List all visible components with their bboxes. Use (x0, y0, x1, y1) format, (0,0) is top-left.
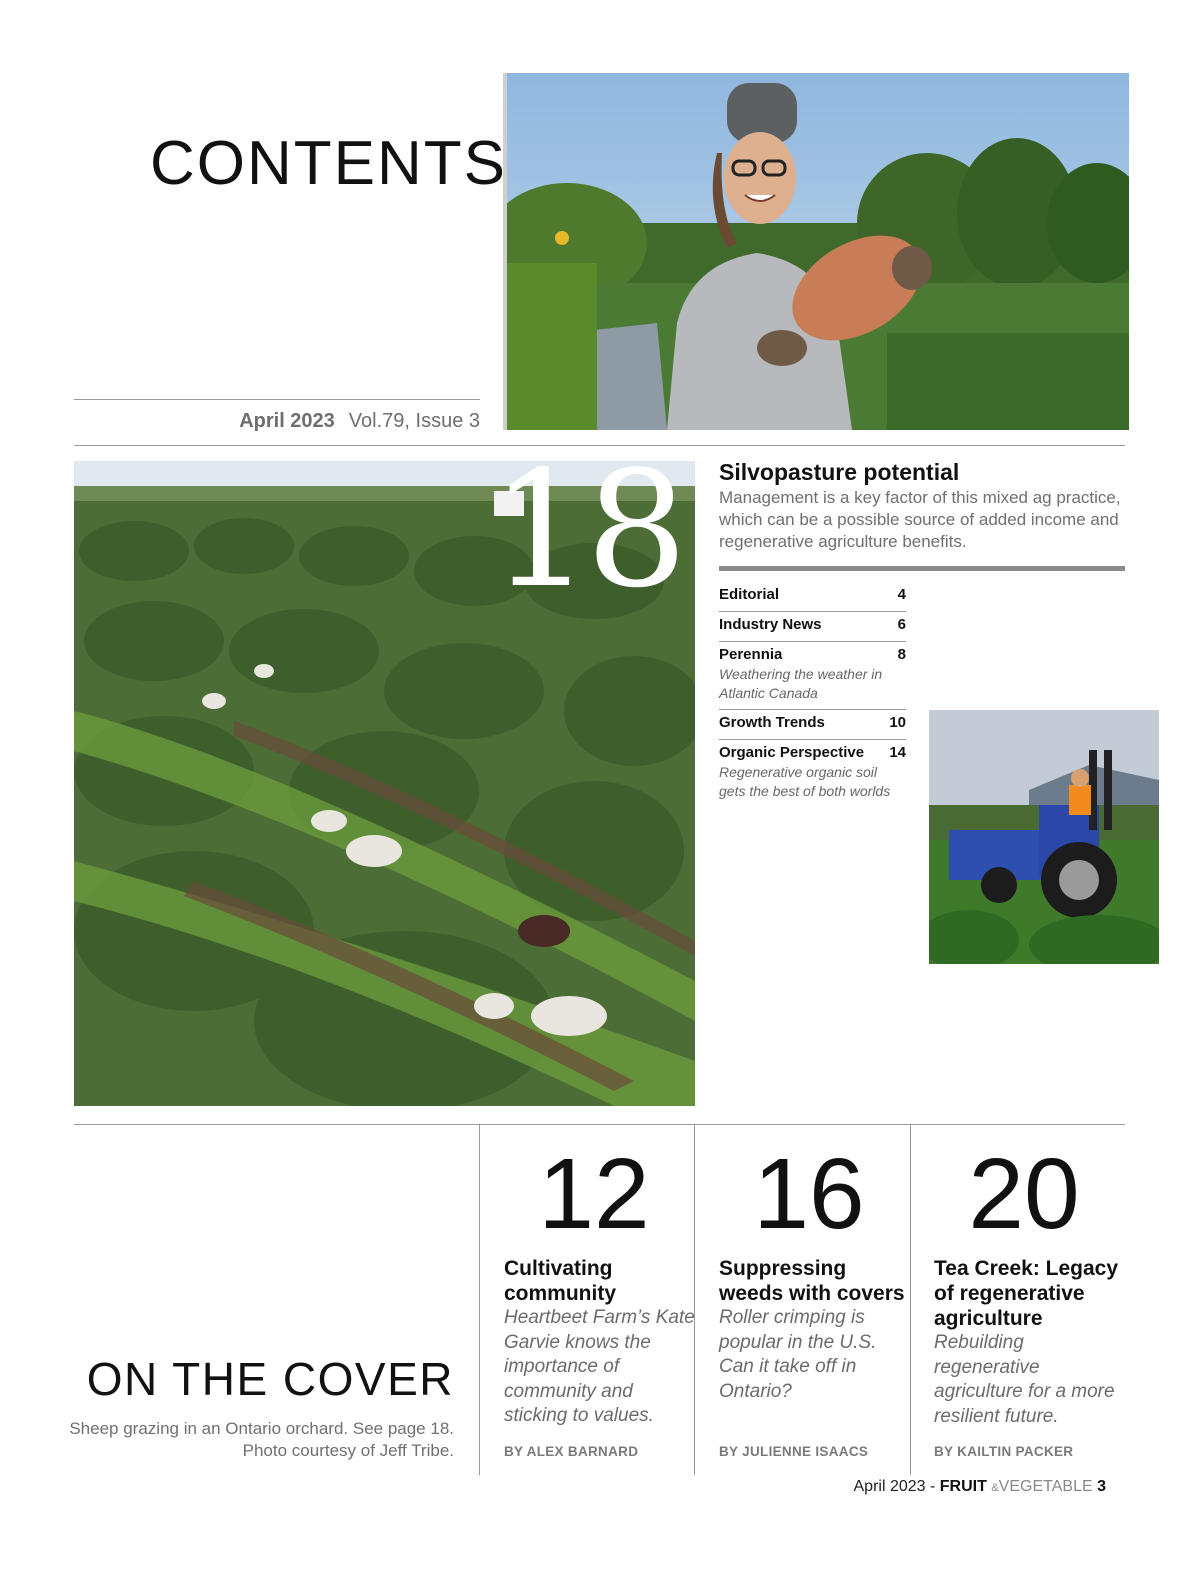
cover-description: Sheep grazing in an Ontario orchard. See page 18. Photo courtesy of Jeff Tribe. (69, 1419, 454, 1460)
toc-item (719, 582, 906, 612)
story-blurb: Heartbeet Farm’s Kate Garvie knows the importance of community and sticking to values. (504, 1307, 695, 1426)
toc-item (719, 642, 906, 710)
issue-info (74, 410, 480, 433)
issue-volume: Vol.79, Issue 3 (348, 410, 480, 432)
feature-description: Management is a key factor of this mixed ag practice, which can be a possible source of added income and regenerative agriculture benefits. (719, 488, 1121, 551)
story-card (719, 1140, 914, 1470)
cover-title: ON THE COVER (86, 1353, 454, 1405)
page-number: 3 (1097, 1478, 1106, 1495)
toc-label: Growth Trends (719, 714, 825, 731)
tractor-photo (929, 710, 1159, 964)
toc-item (719, 740, 906, 807)
story-byline: BY KAILTIN PACKER (934, 1444, 1074, 1459)
story-title: Suppressing weeds with covers (719, 1257, 905, 1305)
footer-ampersand: & (991, 1482, 999, 1494)
toc-item (719, 710, 906, 740)
divider (74, 1124, 1125, 1125)
toc-label: Organic Perspective (719, 744, 865, 761)
toc-label: Perennia (719, 646, 783, 663)
feature-page-number: 18 (490, 436, 682, 623)
footer-vegetable: VEGETABLE (998, 1478, 1093, 1495)
toc-page: 14 (889, 744, 906, 761)
toc-page: 8 (897, 646, 906, 663)
footer-date: April 2023 (853, 1478, 926, 1495)
divider (719, 566, 1125, 571)
toc-label: Industry News (719, 616, 822, 633)
story-byline: BY ALEX BARNARD (504, 1444, 639, 1459)
story-page-number: 16 (753, 1138, 865, 1250)
toc-label: Editorial (719, 586, 780, 603)
story-title: Tea Creek: Legacy of regenerative agriculture (934, 1257, 1119, 1330)
toc-page: 4 (897, 586, 906, 603)
footer-fruit: FRUIT (939, 1478, 987, 1495)
toc-subtitle: Regenerative organic soil gets the best of both worlds (719, 764, 891, 799)
toc-list (719, 582, 906, 807)
story-blurb: Roller crimping is popular in the U.S. Can it take off in Ontario? (719, 1307, 877, 1402)
story-page-number: 20 (968, 1138, 1080, 1250)
feature-headline: Silvopasture potential (719, 459, 960, 485)
toc-page: 6 (897, 616, 906, 633)
toc-subtitle: Weathering the weather in Atlantic Canada (719, 666, 883, 701)
grower-photo (503, 73, 1129, 430)
story-blurb: Rebuilding regenerative agriculture for a more resilient future. (934, 1332, 1115, 1427)
story-byline: BY JULIENNE ISAACS (719, 1444, 869, 1459)
divider (479, 1124, 480, 1475)
story-card (934, 1140, 1129, 1470)
issue-date: April 2023 (239, 410, 335, 432)
page-title: CONTENTS (150, 129, 507, 198)
story-title: Cultivating community (504, 1257, 617, 1305)
story-page-number: 12 (538, 1138, 650, 1250)
toc-page: 10 (889, 714, 906, 731)
divider (74, 399, 480, 400)
footer-separator: - (925, 1478, 940, 1495)
story-card (504, 1140, 699, 1470)
page-footer (854, 1478, 1107, 1496)
toc-item (719, 612, 906, 642)
